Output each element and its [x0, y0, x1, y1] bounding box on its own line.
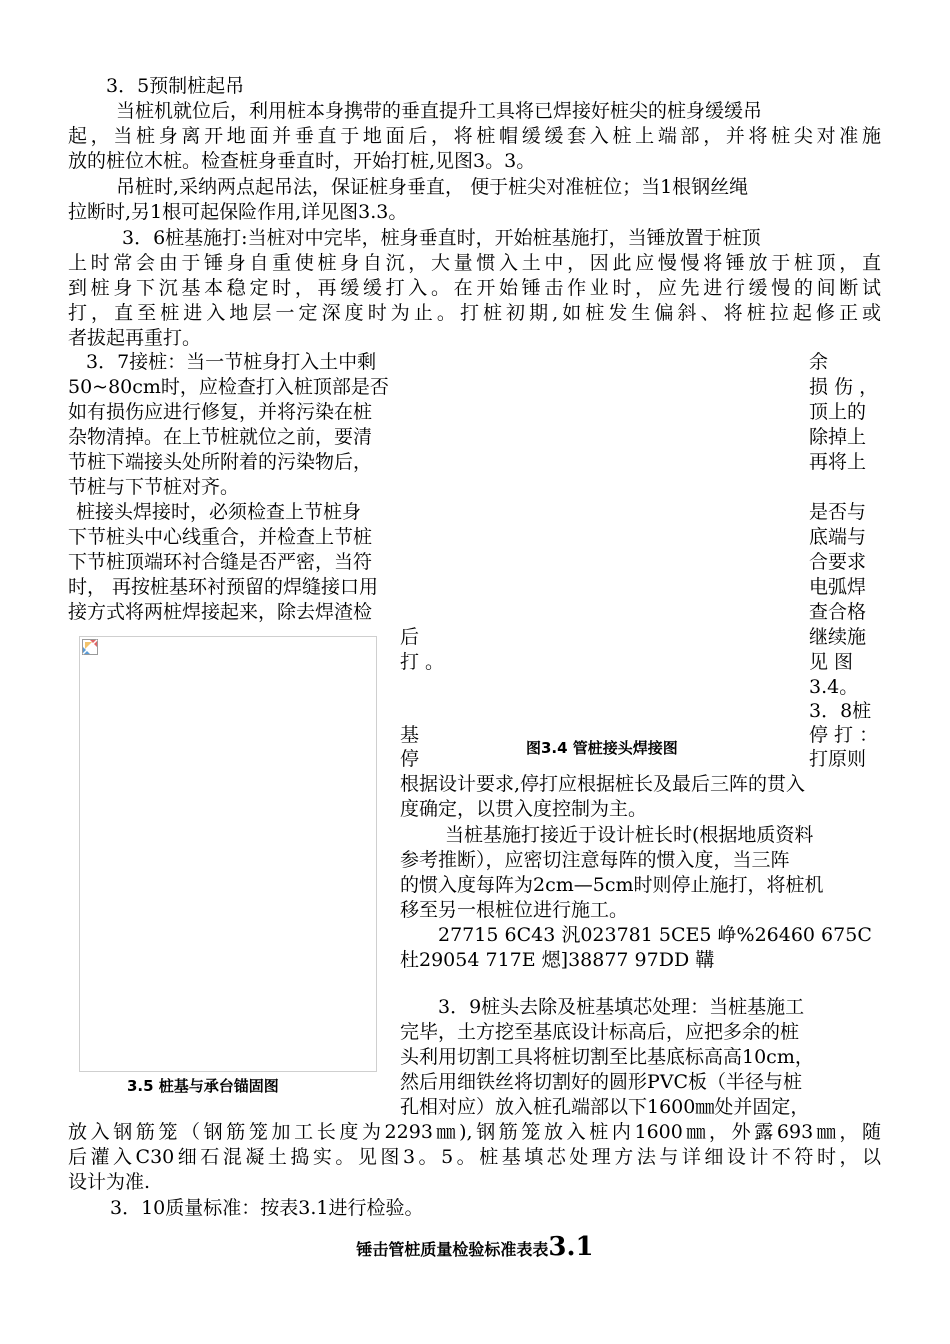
para-3-9-line-5: 孔相对应）放入桩孔端部以下1600㎜处并固定，: [400, 1096, 810, 1118]
table-3-1-title: [0, 1232, 950, 1262]
para-3-9-line-2: 完毕，土方挖至基底设计标高后，应把多余的桩: [400, 1021, 800, 1043]
para-3-7-left-line-5: 节桩下端接头处所附着的污染物后，: [68, 451, 373, 473]
para-3-5-line-2: 起，当桩身离开地面并垂直于地面后，将桩帽缓缓套入桩上端部，并将桩尖对准施: [68, 125, 881, 147]
para-3-9-line-8: 设计为准.: [68, 1171, 151, 1193]
para-3-9-line-4: 然后用细铁丝将切割好的圆形PVC板（半径与桩: [400, 1071, 803, 1093]
para-3-7-mid-1: 后: [400, 626, 420, 648]
section-3-5-heading: 3．5预制桩起吊: [106, 75, 245, 97]
para-3-6-line-1: 3．6桩基施打:当桩对中完毕，桩身垂直时，开始桩基施打，当锤放置于桩顶: [122, 227, 761, 249]
figure-3-5-image: [79, 636, 377, 1072]
para-3-7-right-3: 顶上的: [809, 401, 867, 423]
para-3-9-line-3: 头利用切割工具将桩切割至比基底标高高10cm，: [400, 1046, 814, 1068]
para-3-7-right-4: 除掉上: [809, 426, 867, 448]
para-3-7-left-line-4: 杂物清掉。在上节桩就位之前，要清: [68, 426, 373, 448]
para-3-5-line-3: 放的桩位木桩。检查桩身垂直时，开始打桩,见图3。3。: [68, 150, 536, 172]
para-3-7-left-line-7: 桩接头焊接时，必须检查上节桩身: [76, 501, 362, 523]
figure-3-4-caption: 图3.4 管桩接头焊接图: [526, 739, 678, 757]
para-3-8-line-1: 根据设计要求,停打应根据桩长及最后三阵的贯入: [400, 773, 806, 795]
para-3-8-line-4: 参考推断），应密切注意每阵的惯入度，当三阵: [400, 849, 790, 871]
para-3-6-line-5: 者拔起再重打。: [68, 327, 202, 349]
para-3-7-right-8: 合要求: [809, 551, 867, 573]
para-3-7-right-13: 3.4。: [809, 676, 859, 698]
para-3-7-left-line-10: 时， 再按桩基环衬预留的焊缝接口用: [68, 576, 379, 598]
para-3-7-right-2: 损 伤 ，: [809, 376, 879, 398]
para-3-7-right-12: 见 图: [809, 651, 854, 673]
table-title-text: 锤击管桩质量检验标准表表: [356, 1240, 549, 1259]
broken-image-icon: [82, 639, 98, 655]
para-3-9-line-7: 后灌入C30细石混凝土捣实。见图3。5。桩基填芯处理方法与详细设计不符时，以: [68, 1146, 881, 1168]
para-3-7-right-1: 余: [809, 351, 829, 373]
para-3-5-line-4: 吊桩时,采纳两点起吊法，保证桩身垂直， 便于桩尖对准桩位；当1根钢丝绳: [116, 176, 749, 198]
para-3-8-line-6: 移至另一根桩位进行施工。: [400, 899, 629, 921]
para-3-6-line-3: 到桩身下沉基本稳定时，再缓缓打入。在开始锤击作业时，应先进行缓慢的间断试: [68, 277, 881, 299]
para-3-7-left-line-6: 节桩与下节桩对齐。: [68, 476, 240, 498]
section-3-10-text: 3．10质量标准：按表3.1进行检验。: [110, 1197, 424, 1219]
para-3-9-line-6: 放入钢筋笼（钢筋笼加工长度为2293㎜),钢筋笼放入桩内1600㎜，外露693㎜，随: [68, 1121, 881, 1143]
para-3-5-line-1: 当桩机就位后，利用桩本身携带的垂直提升工具将已焊接好桩尖的桩身缓缓吊: [116, 100, 763, 122]
para-3-7-left-line-3: 如有损伤应进行修复，并将污染在桩: [68, 401, 373, 423]
para-3-7-right-10: 查合格: [809, 601, 867, 623]
garbled-text-line-1: 27715 6C43 汎023781 5CE5 峥%26460 675C: [438, 924, 872, 946]
para-3-7-left-line-2: 50~80cm时，应检查打入桩顶部是否: [68, 376, 389, 398]
para-3-8-line-3: 当桩基施打接近于设计桩长时(根据地质资料: [445, 824, 814, 846]
para-3-7-left-line-8: 下节桩头中心线重合，并检查上节桩: [68, 526, 373, 548]
para-3-8-mid-2: 停: [400, 748, 420, 770]
para-3-8-line-5: 的惯入度每阵为2cm—5cm时则停止施打，将桩机: [400, 874, 824, 896]
para-3-7-right-11: 继续施: [809, 626, 867, 648]
para-3-7-right-9: 电弧焊: [809, 576, 867, 598]
para-3-7-right-7: 底端与: [809, 526, 867, 548]
para-3-8-mid-1: 基: [400, 724, 420, 746]
para-3-8-right-2: 停 打 ：: [809, 724, 879, 746]
para-3-8-line-2: 度确定，以贯入度控制为主。: [400, 798, 648, 820]
para-3-7-left-line-1: 3．7接桩：当一节桩身打入土中剩: [86, 351, 377, 373]
para-3-5-line-5: 拉断时,另1根可起保险作用,详见图3.3。: [68, 201, 408, 223]
para-3-7-left-line-9: 下节桩顶端环衬合缝是否严密，当符: [68, 551, 373, 573]
garbled-text-line-2: 杜29054 717E 煾]38877 97DD 鞲: [400, 949, 715, 971]
para-3-6-line-4: 打，直至桩进入地层一定深度时为止。打桩初期,如桩发生偏斜、将桩拉起修正或: [68, 302, 881, 324]
para-3-6-line-2: 上时常会由于锤身自重使桩身自沉，大量惯入土中，因此应慢慢将锤放于桩顶，直: [68, 252, 881, 274]
para-3-7-right-6: 是否与: [809, 501, 867, 523]
para-3-8-right-3: 打原则: [809, 748, 867, 770]
para-3-9-line-1: 3．9桩头去除及桩基填芯处理：当桩基施工: [438, 996, 805, 1018]
para-3-7-mid-2: 打 。: [400, 651, 445, 673]
para-3-7-left-line-11: 接方式将两桩焊接起来，除去焊渣检: [68, 601, 373, 623]
para-3-7-right-5: 再将上: [809, 451, 867, 473]
table-title-number: 3.1: [548, 1232, 594, 1262]
para-3-8-right-1: 3．8桩: [809, 700, 872, 722]
figure-3-5-caption: 3.5 桩基与承台锚固图: [127, 1077, 279, 1095]
